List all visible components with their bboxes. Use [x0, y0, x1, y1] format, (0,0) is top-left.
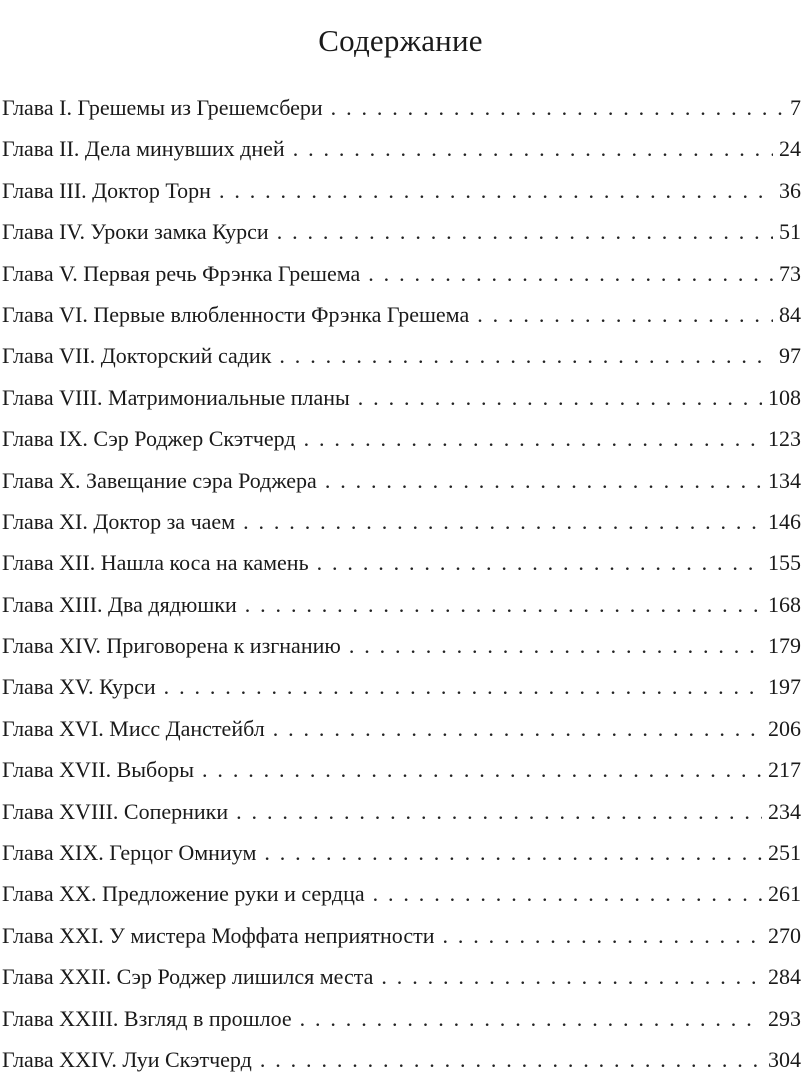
toc-dot-leader: [325, 460, 762, 501]
toc-entry-label: Глава XX. Предложение руки и сердца: [2, 881, 365, 907]
toc-dot-leader: [317, 542, 762, 583]
toc-entry: [2, 998, 801, 1039]
toc-list: [2, 87, 801, 1080]
toc-entry: [2, 832, 801, 873]
toc-entry: [2, 584, 801, 625]
toc-entry-label: Глава I. Грешемы из Грешемсбери: [2, 95, 323, 120]
toc-entry-page-number: 206: [768, 715, 801, 741]
toc-entry-page-number: 155: [768, 550, 801, 576]
toc-entry-page-number: 179: [768, 633, 801, 659]
toc-entry-label: Глава XV. Курси: [2, 674, 156, 700]
toc-entry-page-number: 51: [779, 219, 801, 245]
toc-entry-label: Глава XIV. Приговорена к изгнанию: [2, 633, 341, 659]
toc-dot-leader: [349, 625, 762, 666]
toc-entry: [2, 460, 801, 501]
toc-entry: [2, 253, 801, 294]
toc-entry: [2, 749, 801, 790]
toc-dot-leader: [260, 1039, 762, 1080]
toc-dot-leader: [373, 873, 762, 914]
toc-dot-leader: [368, 253, 773, 294]
toc-dot-leader: [331, 87, 784, 128]
toc-entry: [2, 170, 801, 211]
toc-entry: [2, 211, 801, 252]
toc-entry-page-number: 234: [768, 798, 801, 824]
toc-dot-leader: [245, 584, 762, 625]
toc-entry-page-number: 270: [768, 922, 801, 948]
toc-dot-leader: [243, 501, 762, 542]
toc-entry-label: Глава XXIII. Взгляд в прошлое: [2, 1005, 292, 1031]
toc-entry: [2, 915, 801, 956]
toc-dot-leader: [277, 211, 773, 252]
toc-entry-label: Глава XI. Доктор за чаем: [2, 508, 236, 534]
toc-entry-label: Глава XIX. Герцог Омниум: [2, 840, 257, 866]
toc-dot-leader: [202, 749, 762, 790]
toc-entry-page-number: 293: [768, 1005, 801, 1031]
toc-entry-label: Глава XXI. У мистера Моффата неприятности: [2, 922, 435, 948]
toc-entry-label: Глава XIII. Два дядюшки: [2, 591, 237, 617]
toc-entry: [2, 1039, 801, 1080]
toc-entry: [2, 666, 801, 707]
toc-entry-label: Глава III. Доктор Торн: [2, 177, 211, 203]
toc-entry-page-number: 73: [779, 260, 801, 286]
toc-entry: [2, 294, 801, 335]
toc-entry: [2, 501, 801, 542]
toc-dot-leader: [477, 294, 773, 335]
toc-dot-leader: [264, 832, 762, 873]
toc-entry: [2, 128, 801, 169]
toc-entry: [2, 956, 801, 997]
toc-entry: [2, 542, 801, 583]
toc-entry-page-number: 261: [768, 881, 801, 907]
toc-entry-page-number: 284: [768, 964, 801, 990]
toc-entry-label: Глава IV. Уроки замка Курси: [2, 219, 269, 245]
toc-entry-page-number: 168: [768, 591, 801, 617]
toc-entry-label: Глава VII. Докторский садик: [2, 343, 272, 369]
toc-entry-page-number: 84: [779, 301, 801, 327]
toc-entry-label: Глава XVIII. Соперники: [2, 798, 229, 824]
toc-dot-leader: [381, 956, 762, 997]
toc-entry-page-number: 217: [768, 757, 801, 783]
toc-entry-page-number: 24: [779, 136, 801, 162]
toc-entry-label: Глава VIII. Матримониальные планы: [2, 384, 350, 410]
toc-entry-label: Глава II. Дела минувших дней: [2, 136, 285, 162]
toc-entry-label: Глава XII. Нашла коса на камень: [2, 550, 309, 576]
toc-entry-label: Глава XVI. Мисс Данстейбл: [2, 715, 265, 741]
toc-dot-leader: [300, 998, 762, 1039]
toc-entry-label: Глава VI. Первые влюбленности Фрэнка Грешема: [2, 301, 470, 327]
toc-entry-label: Глава IX. Сэр Роджер Скэтчерд: [2, 426, 296, 452]
toc-dot-leader: [442, 915, 762, 956]
toc-entry-label: Глава XXII. Сэр Роджер лишился места: [2, 964, 374, 990]
toc-entry-label: Глава XXIV. Луи Скэтчерд: [2, 1046, 252, 1072]
toc-dot-leader: [304, 418, 762, 459]
toc-entry: [2, 87, 801, 128]
toc-entry-page-number: 7: [790, 95, 801, 120]
toc-entry-page-number: 146: [768, 508, 801, 534]
toc-entry-page-number: 123: [768, 426, 801, 452]
toc-entry: [2, 791, 801, 832]
toc-entry: [2, 418, 801, 459]
toc-dot-leader: [293, 128, 773, 169]
toc-dot-leader: [279, 335, 773, 376]
toc-dot-leader: [358, 377, 762, 418]
toc-entry-page-number: 197: [768, 674, 801, 700]
toc-entry-page-number: 97: [779, 343, 801, 369]
toc-entry-label: Глава XVII. Выборы: [2, 757, 195, 783]
toc-entry: [2, 377, 801, 418]
toc-entry: [2, 335, 801, 376]
toc-entry-page-number: 36: [779, 177, 801, 203]
toc-entry: [2, 625, 801, 666]
toc-entry-label: Глава X. Завещание сэра Роджера: [2, 467, 317, 493]
toc-dot-leader: [219, 170, 773, 211]
toc-entry-page-number: 134: [768, 467, 801, 493]
toc-dot-leader: [273, 708, 762, 749]
toc-dot-leader: [164, 666, 762, 707]
toc-dot-leader: [236, 791, 762, 832]
toc-entry-page-number: 251: [768, 840, 801, 866]
toc-entry: [2, 873, 801, 914]
toc-entry: [2, 708, 801, 749]
toc-entry-label: Глава V. Первая речь Фрэнка Грешема: [2, 260, 361, 286]
page-title: Содержание: [318, 22, 483, 58]
toc-entry-page-number: 304: [768, 1046, 801, 1072]
toc-entry-page-number: 108: [768, 384, 801, 410]
